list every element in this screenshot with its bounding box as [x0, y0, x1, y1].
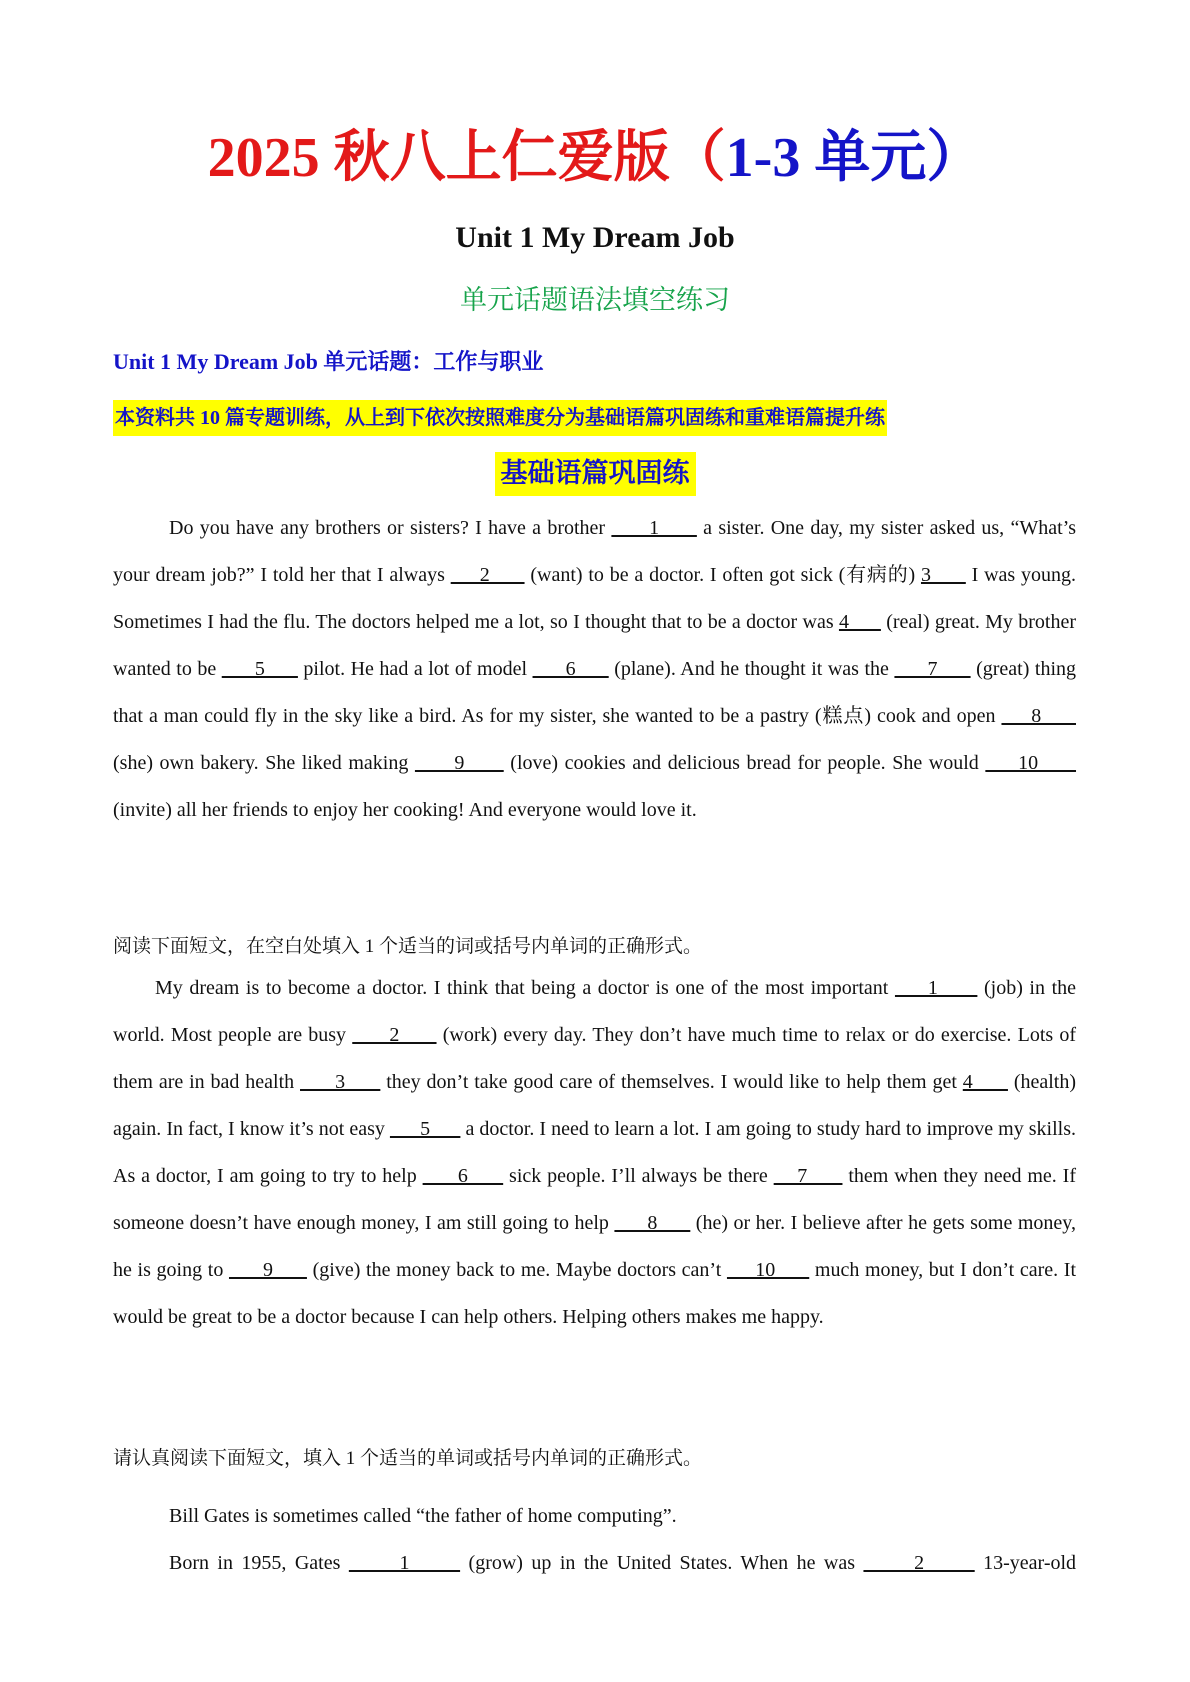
passage-text: (invite) all her friends to enjoy her cooking! And everyone would love it. — [113, 799, 697, 821]
blank-10: 10 — [726, 1259, 810, 1281]
passage-text: 13-year-old — [974, 1552, 1077, 1574]
section-heading-wrap — [0, 452, 1190, 496]
blank-7: 7 — [894, 658, 971, 680]
passage-text: much money, but I don’t care. It would be great to be a doctor because I can help others. Helping others makes me happy. — [113, 1259, 1077, 1328]
blank-2: 2 — [352, 1024, 437, 1046]
passage-text: (health) again. In fact, I know it’s not easy — [113, 1071, 1077, 1140]
blank-7: 7 — [773, 1165, 843, 1187]
passage-text: a sister. One day, my sister asked us, “What’s your dream job?” I told her that I always — [113, 517, 1076, 586]
blank-4: 4 — [962, 1071, 1008, 1093]
passage-2 — [113, 965, 1076, 1341]
title-red-part: 2025 秋八上仁爱版（ — [207, 127, 726, 189]
blank-10: 10 — [985, 752, 1077, 774]
passage-text: (great) thing that a man could fly in the sky like a bird. As for my sister, she wanted to be a pastry (糕点) cook and open — [113, 658, 1077, 727]
blank-1: 1 — [894, 977, 978, 999]
passage-text: them when they need me. If someone doesn’t have enough money, I am still going to help — [113, 1165, 1076, 1234]
document-title — [0, 118, 1190, 198]
passage-3-line-2 — [169, 1540, 1076, 1587]
passage-text: My dream is to become a doctor. I think that being a doctor is one of the most important — [155, 977, 895, 999]
passage-text: (work) every day. They don’t have much time to relax or do exercise. Lots of them are in bad health — [113, 1024, 1077, 1093]
passage-text: they don’t take good care of themselves. I would like to help them get — [380, 1071, 963, 1093]
blank-9: 9 — [414, 752, 504, 774]
blank-5: 5 — [221, 658, 298, 680]
blank-6: 6 — [422, 1165, 504, 1187]
passage-text: (give) the money back to me. Maybe doctors can’t — [306, 1259, 727, 1281]
blank-3: 3 — [920, 564, 966, 586]
section-heading: 基础语篇巩固练 — [495, 452, 696, 496]
passage-text: (love) cookies and delicious bread for people. She would — [503, 752, 986, 774]
exercise-subtitle: 单元话题语法填空练习 — [460, 285, 730, 316]
unit-topic: Unit 1 My Dream Job 单元话题：工作与职业 — [113, 349, 544, 374]
passage-1 — [113, 505, 1076, 834]
blank-8: 8 — [614, 1212, 691, 1234]
blank-2: 2 — [863, 1552, 975, 1574]
blank-8: 8 — [1001, 705, 1076, 727]
passage-text: (she) own bakery. She liked making — [113, 752, 415, 774]
blank-1: 1 — [348, 1552, 461, 1574]
passage-text: (he) or her. I believe after he gets some money, he is going to — [113, 1212, 1076, 1281]
blank-3: 3 — [300, 1071, 381, 1093]
passage-text: Do you have any brothers or sisters? I have a brother — [169, 517, 612, 539]
passage-text: (want) to be a doctor. I often got sick (有病的) — [524, 564, 921, 586]
passage-text: (plane). And he thought it was the — [608, 658, 895, 680]
instruction-1: 阅读下面短文，在空白处填入 1 个适当的词或括号内单词的正确形式。 — [113, 936, 703, 957]
passage-3-line-1: Bill Gates is sometimes called “the father of home computing”. — [169, 1505, 677, 1527]
blank-9: 9 — [228, 1259, 307, 1281]
title-blue-part: 1-3 单元） — [725, 127, 983, 189]
passage-text: sick people. I’ll always be there — [503, 1165, 774, 1187]
passage-text: (job) in the world. Most people are busy — [113, 977, 1077, 1046]
passage-text: (grow) up in the United States. When he was — [460, 1552, 864, 1574]
blank-5: 5 — [389, 1118, 461, 1140]
material-notice: 本资料共 10 篇专题训练，从上到下依次按照难度分为基础语篇巩固练和重难语篇提升练 — [113, 400, 887, 436]
blank-1: 1 — [611, 517, 697, 539]
blank-2: 2 — [450, 564, 525, 586]
blank-4: 4 — [838, 611, 881, 633]
passage-text: a doctor. I need to learn a lot. I am going to study hard to improve my skills. As a doctor, I am going to try to help — [113, 1118, 1077, 1187]
passage-text: pilot. He had a lot of model — [297, 658, 533, 680]
unit-title: Unit 1 My Dream Job — [455, 221, 735, 254]
passage-text: Born in 1955, Gates — [169, 1552, 349, 1574]
blank-6: 6 — [532, 658, 609, 680]
instruction-2: 请认真阅读下面短文，填入 1 个适当的单词或括号内单词的正确形式。 — [113, 1448, 703, 1469]
passage-text: (real) great. My brother wanted to be — [113, 611, 1076, 680]
passage-text: I was young. Sometimes I had the flu. The doctors helped me a lot, so I thought that to be a doctor was — [113, 564, 1076, 633]
